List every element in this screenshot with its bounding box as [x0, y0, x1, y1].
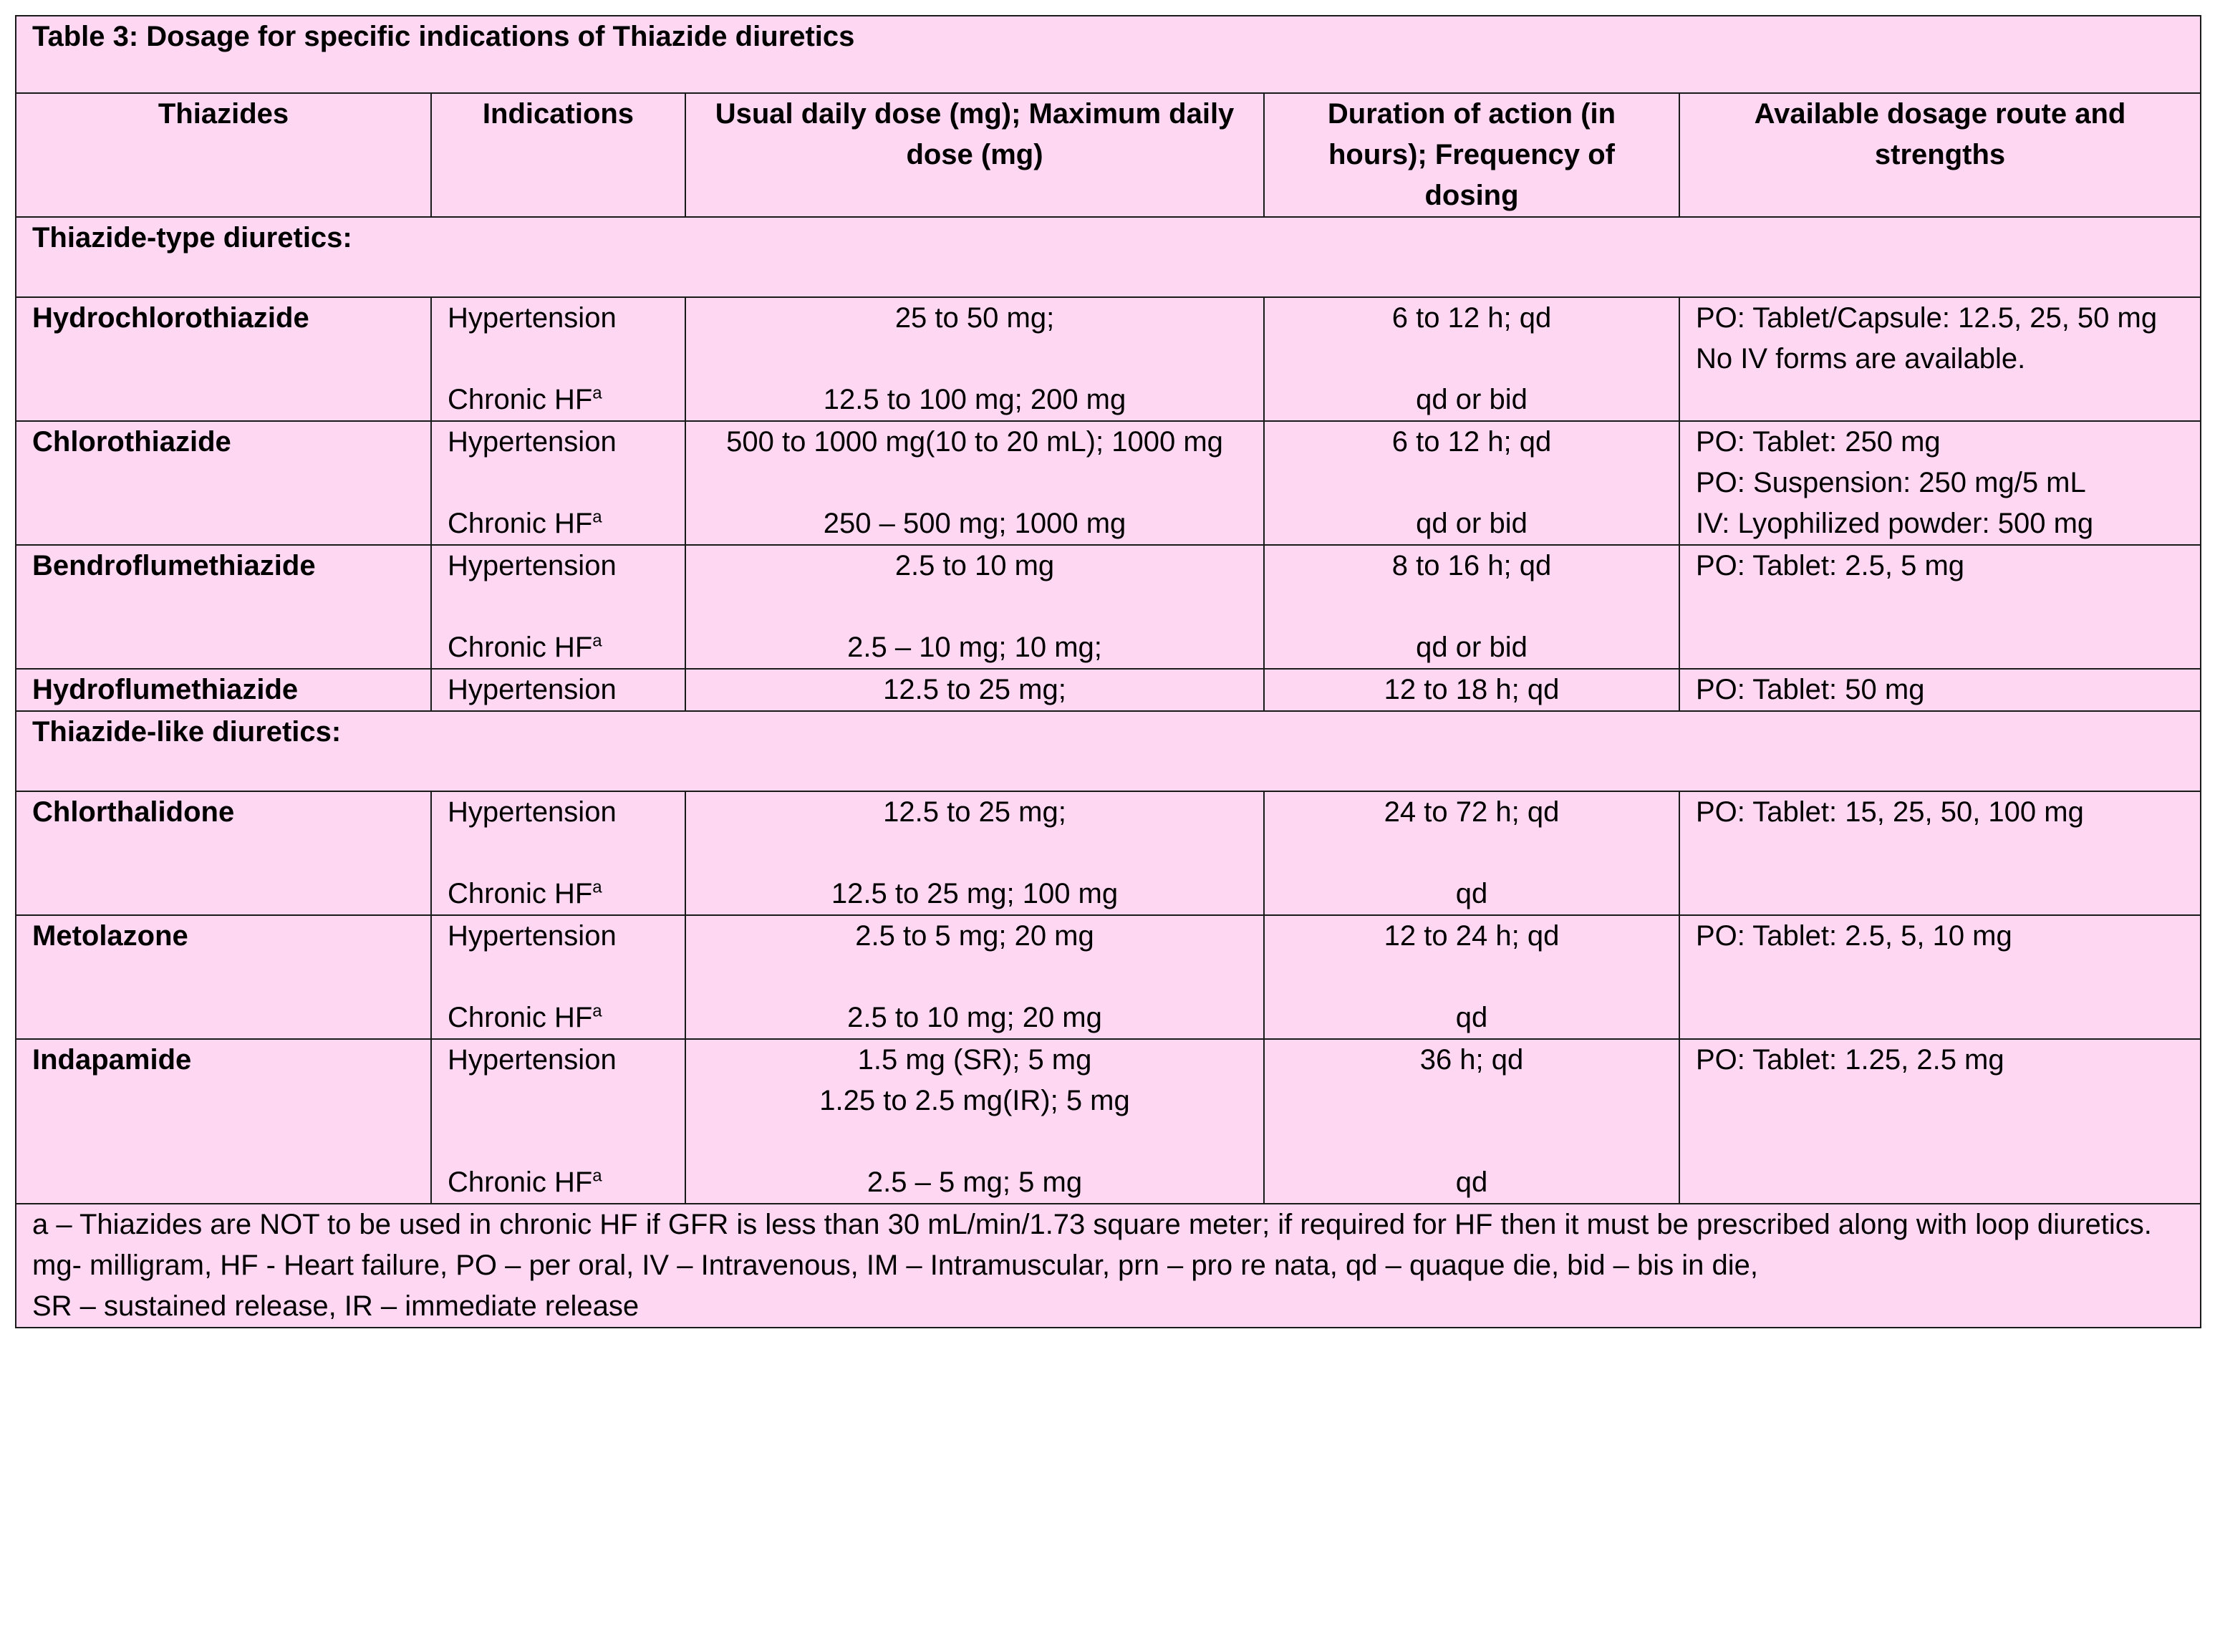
row-gap	[702, 957, 1248, 998]
duration-line	[1280, 1162, 1663, 1203]
indication-line	[448, 998, 669, 1038]
row-gap	[1280, 833, 1663, 874]
indications-cell	[431, 915, 685, 1039]
drug-name: Chlorothiazide	[16, 421, 431, 545]
header-duration-of-action: Duration of action (in hours); Frequency of dosing	[1264, 93, 1679, 217]
duration-cell	[1264, 421, 1679, 545]
route-line: No IV forms are available.	[1696, 343, 2026, 375]
section-row	[16, 711, 2201, 791]
row-gap	[1280, 957, 1663, 998]
row-gap	[1280, 463, 1663, 503]
duration-text: 24 to 72 h; qd	[1384, 796, 1560, 828]
route-line: PO: Tablet: 50 mg	[1696, 674, 1925, 705]
section-label: Thiazide-type diuretics:	[16, 217, 2201, 297]
indication-line	[448, 422, 669, 463]
indications-cell	[431, 1039, 685, 1204]
duration-cell	[1264, 297, 1679, 421]
indication-line	[448, 792, 669, 833]
duration-line	[1280, 792, 1663, 833]
route-line: PO: Suspension: 250 mg/5 mL	[1696, 467, 2086, 498]
row-gap	[448, 463, 669, 503]
row-gap	[702, 833, 1248, 874]
table-row	[16, 421, 2201, 545]
row-gap	[702, 339, 1248, 380]
header-usual-daily-dose: Usual daily dose (mg); Maximum daily dose (mg)	[685, 93, 1264, 217]
indication-text: Hypertension	[448, 302, 617, 334]
footnote-line: mg- milligram, HF - Heart failure, PO – per oral, IV – Intravenous, IM – Intramuscular, prn – pro re nata, qd – quaque die, bid – bis in die,	[32, 1250, 1759, 1281]
footnote-marker: a	[592, 383, 602, 403]
duration-text: 6 to 12 h; qd	[1391, 426, 1552, 458]
route-cell	[1679, 915, 2201, 1039]
row-gap	[702, 586, 1248, 627]
dose-line	[702, 298, 1248, 339]
section-row	[16, 217, 2201, 297]
dose-cell	[685, 545, 1264, 669]
dose-text: 2.5 – 10 mg; 10 mg;	[847, 632, 1102, 663]
dose-line	[702, 792, 1248, 833]
indication-line	[448, 874, 669, 914]
dose-line	[702, 1162, 1248, 1203]
duration-text: qd or bid	[1416, 384, 1528, 415]
header-dosage-route: Available dosage route and strengths	[1679, 93, 2201, 217]
indication-text: Chronic HF	[448, 508, 593, 539]
indications-cell	[431, 669, 685, 711]
table-row	[16, 1039, 2201, 1204]
route-line: PO: Tablet: 2.5, 5, 10 mg	[1696, 920, 2012, 952]
duration-line	[1280, 380, 1663, 420]
duration-line	[1280, 503, 1663, 544]
row-gap	[702, 1121, 1248, 1162]
dose-text: 250 – 500 mg; 1000 mg	[823, 508, 1126, 539]
row-gap	[1280, 339, 1663, 380]
duration-line	[1280, 298, 1663, 339]
duration-cell	[1264, 669, 1679, 711]
indication-text: Chronic HF	[448, 878, 593, 909]
duration-line	[1280, 874, 1663, 914]
dose-line	[702, 998, 1248, 1038]
drug-name: Hydrochlorothiazide	[16, 297, 431, 421]
duration-cell	[1264, 1039, 1679, 1204]
route-line: PO: Tablet: 250 mg	[1696, 426, 1941, 458]
indication-text: Chronic HF	[448, 1166, 593, 1198]
duration-text: qd or bid	[1416, 632, 1528, 663]
indications-cell	[431, 421, 685, 545]
indications-cell	[431, 545, 685, 669]
dose-line	[702, 874, 1248, 914]
dose-line	[702, 546, 1248, 586]
dose-text: 12.5 to 25 mg;	[883, 796, 1066, 828]
dose-cell	[685, 297, 1264, 421]
duration-text: 12 to 24 h; qd	[1384, 920, 1560, 952]
dose-text: 12.5 to 25 mg;	[883, 674, 1066, 705]
duration-text: qd or bid	[1416, 508, 1528, 539]
dose-text: 2.5 – 5 mg; 5 mg	[867, 1166, 1083, 1198]
table-row	[16, 669, 2201, 711]
table-row	[16, 791, 2201, 915]
footnote-marker: a	[592, 877, 602, 897]
drug-name: Indapamide	[16, 1039, 431, 1204]
indication-text: Hypertension	[448, 796, 617, 828]
indication-text: Hypertension	[448, 1044, 617, 1076]
indication-line	[448, 1162, 669, 1203]
header-indications: Indications	[431, 93, 685, 217]
row-gap	[702, 463, 1248, 503]
row-gap	[1280, 1121, 1663, 1162]
table-row	[16, 297, 2201, 421]
indication-text: Chronic HF	[448, 1002, 593, 1033]
header-row	[16, 93, 2201, 217]
footnote-line: SR – sustained release, IR – immediate release	[32, 1290, 640, 1322]
dose-text: 12.5 to 25 mg; 100 mg	[831, 878, 1119, 909]
indication-line	[448, 546, 669, 586]
duration-text: 36 h; qd	[1419, 1044, 1524, 1076]
dose-text: 25 to 50 mg;	[894, 302, 1055, 334]
route-line: PO: Tablet: 2.5, 5 mg	[1696, 550, 1965, 581]
dose-text: 1.5 mg (SR); 5 mg 1.25 to 2.5 mg(IR); 5 mg	[819, 1044, 1130, 1116]
dose-cell	[685, 791, 1264, 915]
dose-text: 2.5 to 5 mg; 20 mg	[855, 920, 1094, 952]
indication-text: Hypertension	[448, 674, 617, 705]
duration-line	[1280, 546, 1663, 586]
table-title: Table 3: Dosage for specific indications of Thiazide diuretics	[16, 16, 2201, 93]
duration-text: qd	[1455, 878, 1488, 909]
dose-text: 500 to 1000 mg(10 to 20 mL); 1000 mg	[726, 426, 1223, 458]
footnote-marker: a	[592, 1166, 602, 1186]
footnote-marker: a	[592, 1001, 602, 1021]
dose-line	[702, 422, 1248, 463]
row-gap	[448, 586, 669, 627]
indications-cell	[431, 791, 685, 915]
duration-line	[1280, 998, 1663, 1038]
duration-line	[1280, 670, 1663, 710]
row-gap	[1280, 1081, 1663, 1121]
indication-text: Hypertension	[448, 920, 617, 952]
indication-line	[448, 916, 669, 957]
route-line: PO: Tablet/Capsule: 12.5, 25, 50 mg	[1696, 302, 2158, 334]
dose-text: 2.5 to 10 mg; 20 mg	[847, 1002, 1102, 1033]
indication-line	[448, 670, 669, 710]
route-cell	[1679, 421, 2201, 545]
dose-cell	[685, 421, 1264, 545]
indication-line	[448, 503, 669, 544]
drug-name: Chlorthalidone	[16, 791, 431, 915]
indication-line	[448, 627, 669, 668]
footnote-marker: a	[592, 631, 602, 651]
indication-line	[448, 298, 669, 339]
table-row	[16, 915, 2201, 1039]
section-label: Thiazide-like diuretics:	[16, 711, 2201, 791]
route-cell	[1679, 669, 2201, 711]
route-line: IV: Lyophilized powder: 500 mg	[1696, 508, 2094, 539]
indication-line	[448, 380, 669, 420]
dose-cell	[685, 915, 1264, 1039]
drug-name: Bendroflumethiazide	[16, 545, 431, 669]
footnote-line: a – Thiazides are NOT to be used in chronic HF if GFR is less than 30 mL/min/1.73 square meter; if required for HF then it must be prescribed along with loop diuretics.	[32, 1209, 2152, 1240]
drug-name: Metolazone	[16, 915, 431, 1039]
route-cell	[1679, 545, 2201, 669]
indication-text: Chronic HF	[448, 632, 593, 663]
dose-cell	[685, 1039, 1264, 1204]
duration-cell	[1264, 791, 1679, 915]
dose-cell	[685, 669, 1264, 711]
duration-text: qd	[1455, 1166, 1488, 1198]
footnote-marker: a	[592, 507, 602, 527]
dose-line	[702, 503, 1248, 544]
duration-cell	[1264, 545, 1679, 669]
duration-text: 12 to 18 h; qd	[1384, 674, 1560, 705]
duration-text: qd	[1455, 1002, 1488, 1033]
row-gap	[448, 957, 669, 998]
row-gap	[448, 1121, 669, 1162]
dose-line	[702, 380, 1248, 420]
table-title-row	[16, 16, 2201, 93]
duration-text: 6 to 12 h; qd	[1391, 302, 1552, 334]
route-cell	[1679, 1039, 2201, 1204]
indication-text: Chronic HF	[448, 384, 593, 415]
route-line: PO: Tablet: 15, 25, 50, 100 mg	[1696, 796, 2084, 828]
duration-line	[1280, 916, 1663, 957]
dose-line	[702, 627, 1248, 668]
dose-line	[702, 916, 1248, 957]
duration-line	[1280, 422, 1663, 463]
route-cell	[1679, 791, 2201, 915]
drug-name: Hydroflumethiazide	[16, 669, 431, 711]
duration-text: 8 to 16 h; qd	[1391, 550, 1552, 581]
indications-cell	[431, 297, 685, 421]
duration-line	[1280, 627, 1663, 668]
row-gap	[448, 339, 669, 380]
dose-line	[702, 670, 1248, 710]
indication-line	[448, 1040, 669, 1081]
footnotes	[16, 1204, 2201, 1328]
dose-line	[702, 1040, 1248, 1121]
duration-cell	[1264, 915, 1679, 1039]
row-gap	[448, 1081, 669, 1121]
indication-text: Hypertension	[448, 426, 617, 458]
dose-text: 2.5 to 10 mg	[894, 550, 1055, 581]
dosage-table	[15, 15, 2201, 1328]
row-gap	[1280, 586, 1663, 627]
row-gap	[448, 833, 669, 874]
footnote-row	[16, 1204, 2201, 1328]
duration-line	[1280, 1040, 1663, 1081]
route-line: PO: Tablet: 1.25, 2.5 mg	[1696, 1044, 2004, 1076]
indication-text: Hypertension	[448, 550, 617, 581]
dose-text: 12.5 to 100 mg; 200 mg	[823, 384, 1126, 415]
table-row	[16, 545, 2201, 669]
header-thiazides: Thiazides	[16, 93, 431, 217]
route-cell	[1679, 297, 2201, 421]
